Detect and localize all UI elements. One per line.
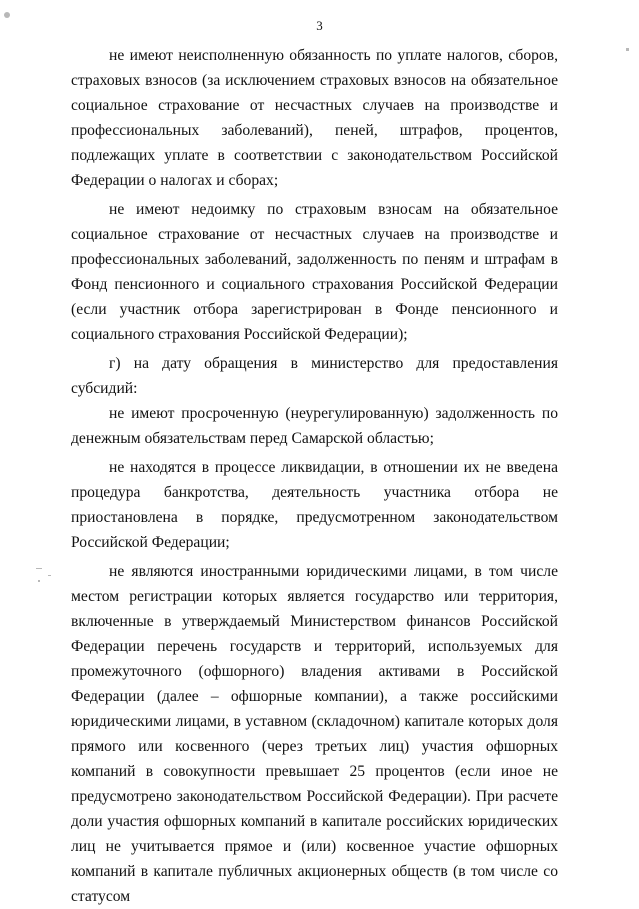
paragraph-overdue-debt: не имеют просроченную (неурегулированную) задолженность по денежным обязательствам перед Самарской областью;	[71, 405, 558, 447]
scan-speck	[36, 568, 42, 569]
scan-speck	[38, 580, 40, 582]
paragraph-insurance-arrears: не имеют недоимку по страховым взносам на обязательное социальное страхование от несчастных случаев на производстве и профессиональных заболеваний, задолженность по пеням и штрафам в Фонд пенсионного и социального страхования Российской Федерации (если участник отбора зарегистрирован в Фонде пенсионного и социального страхования Российской Федерации);	[71, 201, 558, 343]
scan-speck	[626, 48, 629, 51]
document-body	[71, 43, 558, 909]
scan-speck	[48, 575, 51, 576]
paragraph-offshore: не являются иностранными юридическими лицами, в том числе местом регистрации которых является государство или территория, включенные в утверждаемый Министерством финансов Российской Федерации перечень государств и территорий, используемых для промежуточного (офшорного) владения активами в Российской Федерации (далее – офшорные компании), а также российскими юридическими лицами, в уставном (складочном) капитале которых доля прямого или косвенного (через третьих лиц) участия офшорных компаний в совокупности превышает 25 процентов (если иное не предусмотрено законодательством Российской Федерации). При расчете доли участия офшорных компаний в капитале российских юридических лиц не учитывается прямое и (или) косвенное участие офшорных компаний в капитале публичных акционерных обществ (в том числе со статусом	[71, 563, 558, 905]
paragraph-tax-obligations: не имеют неисполненную обязанность по уплате налогов, сборов, страховых взносов (за исключением страховых взносов на обязательное социальное страхование от несчастных случаев на производстве и профессиональных заболеваний), пеней, штрафов, процентов, подлежащих уплате в соответствии с законодательством Российской Федерации о налогах и сборах;	[71, 47, 558, 189]
page-number: 3	[316, 18, 323, 33]
paragraph-date-condition: г) на дату обращения в министерство для предоставления субсидий:	[71, 355, 558, 397]
paragraph-liquidation: не находятся в процессе ликвидации, в отношении их не введена процедура банкротства, деятельность участника отбора не приостановлена в порядке, предусмотренном законодательством Российской Федерации;	[71, 459, 558, 551]
